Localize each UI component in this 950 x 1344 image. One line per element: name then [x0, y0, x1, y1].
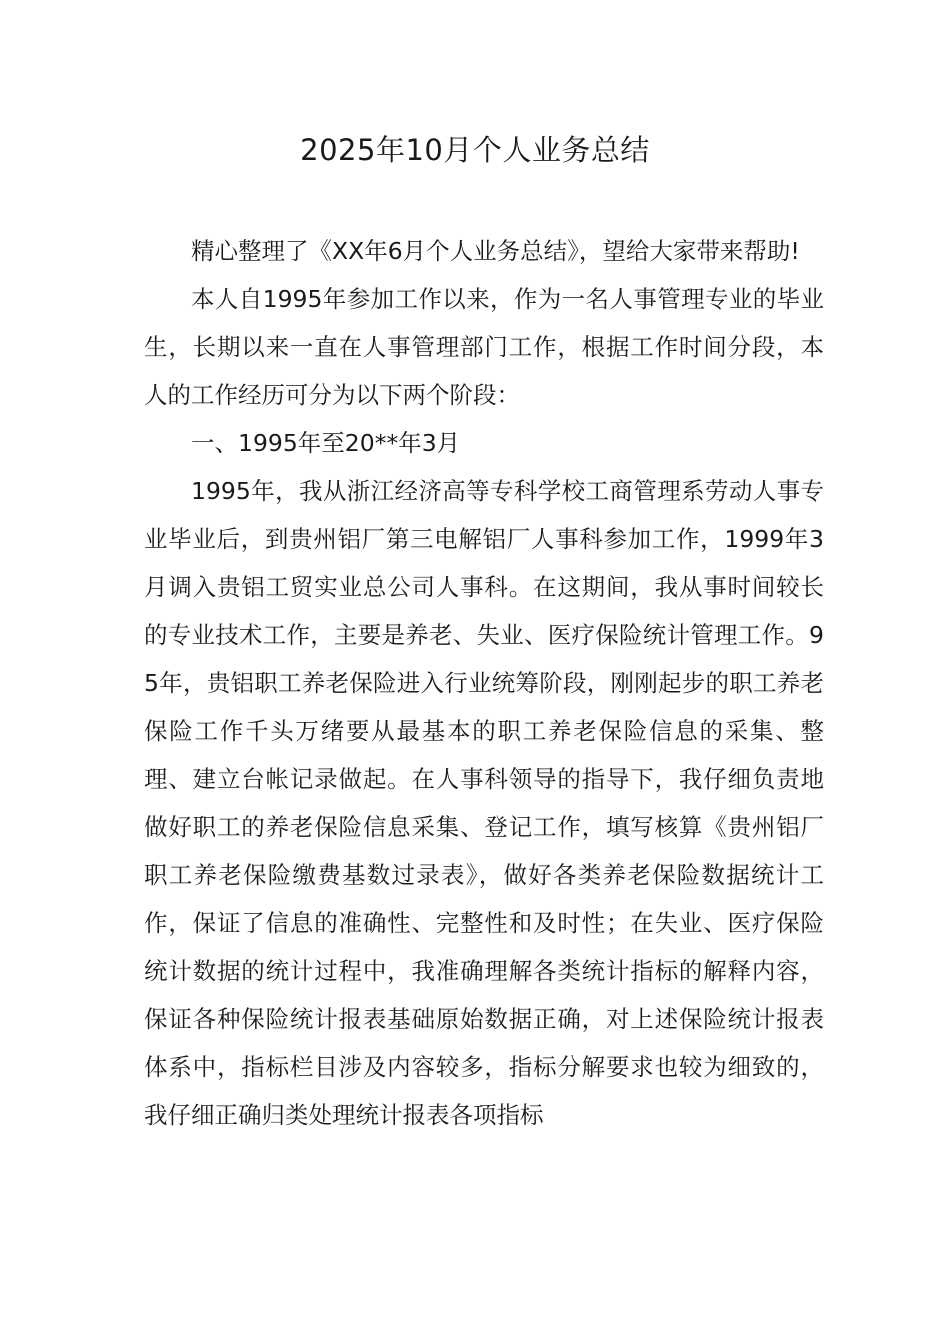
paragraph-intro: 精心整理了《XX年6月个人业务总结》，望给大家带来帮助! [191, 237, 800, 265]
section-heading-stage-one: 一、1995年至20**年3月 [191, 429, 461, 457]
paragraph-background: 本人自1995年参加工作以来，作为一名人事管理专业的毕业生，长期以来一直在人事管理部门工作，根据工作时间分段，本人的工作经历可分为以下两个阶段： [144, 285, 824, 409]
paragraph-stage-one-detail: 1995年，我从浙江经济高等专科学校工商管理系劳动人事专业毕业后，到贵州铝厂第三电解铝厂人事科参加工作，1999年3月调入贵铝工贸实业总公司人事科。在这期间，我从事时间较长的专业技术工作，主要是养老、失业、医疗保险统计管理工作。95年，贵铝职工养老保险进入行业统筹阶段，刚刚起步的职工养老保险工作千头万绪要从最基本的职工养老保险信息的采集、整理、建立台帐记录做起。在人事科领导的指导下，我仔细负责地做好职工的养老保险信息采集、登记工作，填写核算《贵州铝厂职工养老保险缴费基数过录表》，做好各类养老保险数据统计工作，保证了信息的准确性、完整性和及时性；在失业、医疗保险统计数据的统计过程中，我准确理解各类统计指标的解释内容，保证各种保险统计报表基础原始数据正确，对上述保险统计报表体系中，指标栏目涉及内容较多，指标分解要求也较为细致的，我仔细正确归类处理统计报表各项指标 [144, 477, 824, 1129]
document-body [144, 227, 824, 1139]
document-title: 2025年10月个人业务总结 [300, 133, 650, 167]
